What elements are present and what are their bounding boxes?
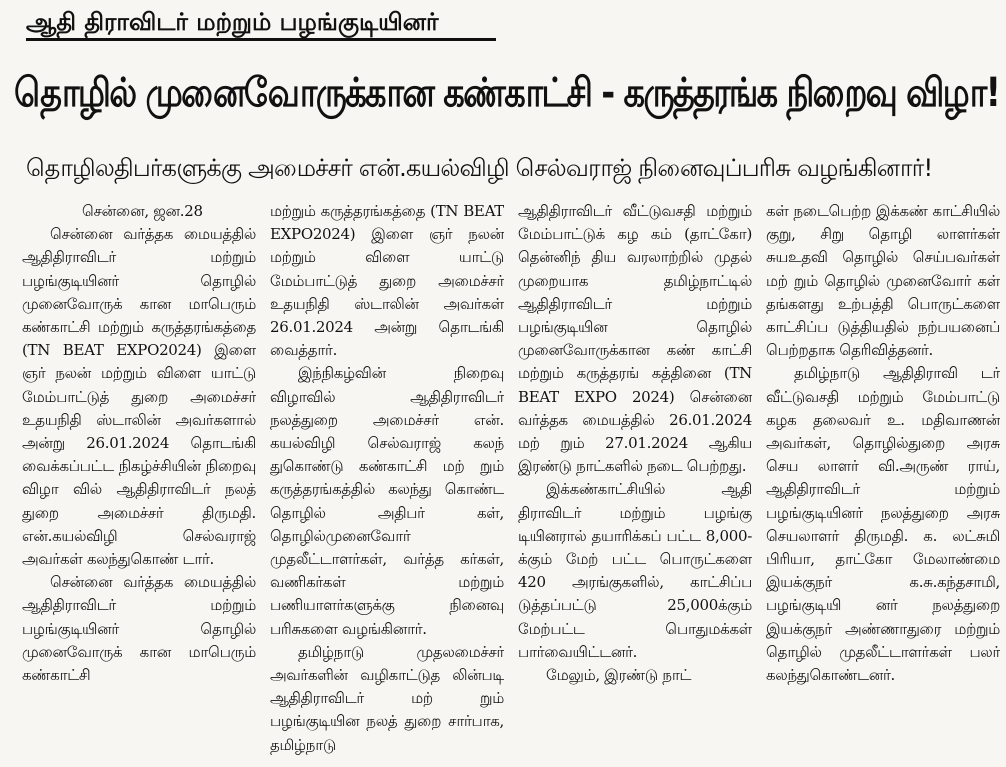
paragraph: மேலும், இரண்டு நாட் [546, 666, 692, 685]
column-3 [518, 200, 752, 767]
paragraph: தமிழ்நாடு ஆதிதிராவி டர் வீட்டுவசதி மற்றும் மேம்பாட்டு கழக தலைவர் உ. மதிவாணன் அவர்கள், தொழில்துறை அரசு செய லாளர் வி.அருண் ராய், ஆதிதிராவிடர் மற்றும் பழங்குடியினர் நலத்துறை அரசு செயலாளர் திருமதி. க. லட்சுமி பிரியா, தாட்கோ மேலாண்மை இயக்குநர் க.சு.கந்தசாமி, பழங்குடியி னர் நலத்துறை இயக்குநர் அண்ணாதுரை மற்றும் தொழில் முதலீட்டாளர்கள் பலர் கலந்துகொண்டனர். [766, 364, 1000, 685]
paragraph: சென்னை வர்த்தக மையத்தில் ஆதிதிராவிடர் மற்றும் பழங்குடியினர் தொழில் முனைவோருக் கான மாபெரும் கண்காட்சி மற்றும் கருத்தரங்கத்தை (TN BEAT EXPO2024) இளை ஞர் நலன் மற்றும் விளை யாட்டு மேம்பாட்டுத் துறை அமைச்சர் உதயநிதி ஸ்டாலின் அவர்களால் அன்று 26.01.2024 தொடங்கி வைக்கப்பட்ட நிகழ்ச்சியின் நிறைவு விழா வில் ஆதிதிராவிடர் நலத் துறை அமைச்சர் திருமதி. என்.கயல்விழி செல்வராஜ் அவர்கள் கலந்துகொண் டார். [22, 225, 256, 569]
kicker-title: ஆதி திராவிடர் மற்றும் பழங்குடியினர் [26, 6, 496, 41]
paragraph: தமிழ்நாடு முதலமைச்சர் அவர்களின் வழிகாட்டுத லின்படி ஆதிதிராவிடர் மற் றும் பழங்குடியின நலத் துறை சார்பாக, தமிழ்நாடு [270, 642, 504, 754]
column-2 [270, 200, 504, 767]
column-1 [22, 200, 256, 767]
paragraph: இந்நிகழ்வின் நிறைவு விழாவில் ஆதிதிராவிடர் நலத்துறை அமைச்சர் என். கயல்விழி செல்வராஜ் கலந் துகொண்டு கண்காட்சி மற் றும் கருத்தரங்கத்தில் கலந்து கொண்ட தொழில் அதிபர் கள், தொழில்முனைவோர் முதலீட்டாளர்கள், வர்த்த கர்கள், வணிகர்கள் மற்றும் பணியாளர்களுக்கு நினைவு பரிசுகளை வழங்கினார். [270, 364, 504, 638]
subheadline: தொழிலதிபர்களுக்கு அமைச்சர் என்.கயல்விழி செல்வராஜ் நினைவுப்பரிசு வழங்கினார்! [26, 154, 933, 182]
paragraph: சென்னை வர்த்தக மையத்தில் ஆதிதிராவிடர் மற்றும் பழங்குடியினர் தொழில் முனைவோருக் கான மாபெரும் கண்காட்சி [22, 573, 256, 685]
paragraph: ஆதிதிராவிடர் வீட்டுவசதி மற்றும் மேம்பாட்டுக் கழ கம் (தாட்கோ) தென்னிந் திய வரலாற்றில் முதல் முறையாக தமிழ்நாட்டில் ஆதிதிராவிடர் மற்றும் பழங்குடியின தொழில் முனைவோருக்கான கண் காட்சி மற்றும் கருத்தரங் கத்தினை (TN BEAT EXPO 2024) சென்னை வர்த்தக மையத்தில் 26.01.2024 மற் றும் 27.01.2024 ஆகிய இரண்டு நாட்களில் நடை பெற்றது. [518, 202, 752, 476]
paragraph: இக்கண்காட்சியில் ஆதி திராவிடர் மற்றும் பழங்கு டியினரால் தயாரிக்கப் பட்ட 8,000-க்கும் மேற் பட்ட பொருட்களை 420 அரங்குகளில், காட்சிப்ப டுத்தப்பட்டு 25,000க்கும் மேற்பட்ட பொதுமக்கள் பார்வையிட்டனர். [518, 480, 752, 661]
dateline: சென்னை, ஜன.28 [82, 202, 203, 220]
paragraph: கள் நடைபெற்ற இக்கண் காட்சியில் குறு, சிறு தொழி லாளர்கள் சுயஉதவி தொழில் செய்பவர்கள் மற் றும் தொழில் முனைவோர் கள் தங்களது உற்பத்தி பொருட்களை காட்சிப்ப டுத்தியதில் நற்பயனைப் பெற்றதாக தெரிவித்தனர். [766, 202, 1000, 360]
paragraph: மற்றும் கருத்தரங்கத்தை (TN BEAT EXPO2024) இளை ஞர் நலன் மற்றும் விளை யாட்டு மேம்பாட்டுத் துறை அமைச்சர் உதயநிதி ஸ்டாலின் அவர்கள் 26.01.2024 அன்று தொடங்கி வைத்தார். [270, 202, 504, 360]
headline: தொழில் முனைவோருக்கான கண்காட்சி - கருத்தரங்க நிறைவு விழா! [14, 70, 1000, 116]
article-body [22, 200, 1000, 767]
column-4 [766, 200, 1000, 767]
